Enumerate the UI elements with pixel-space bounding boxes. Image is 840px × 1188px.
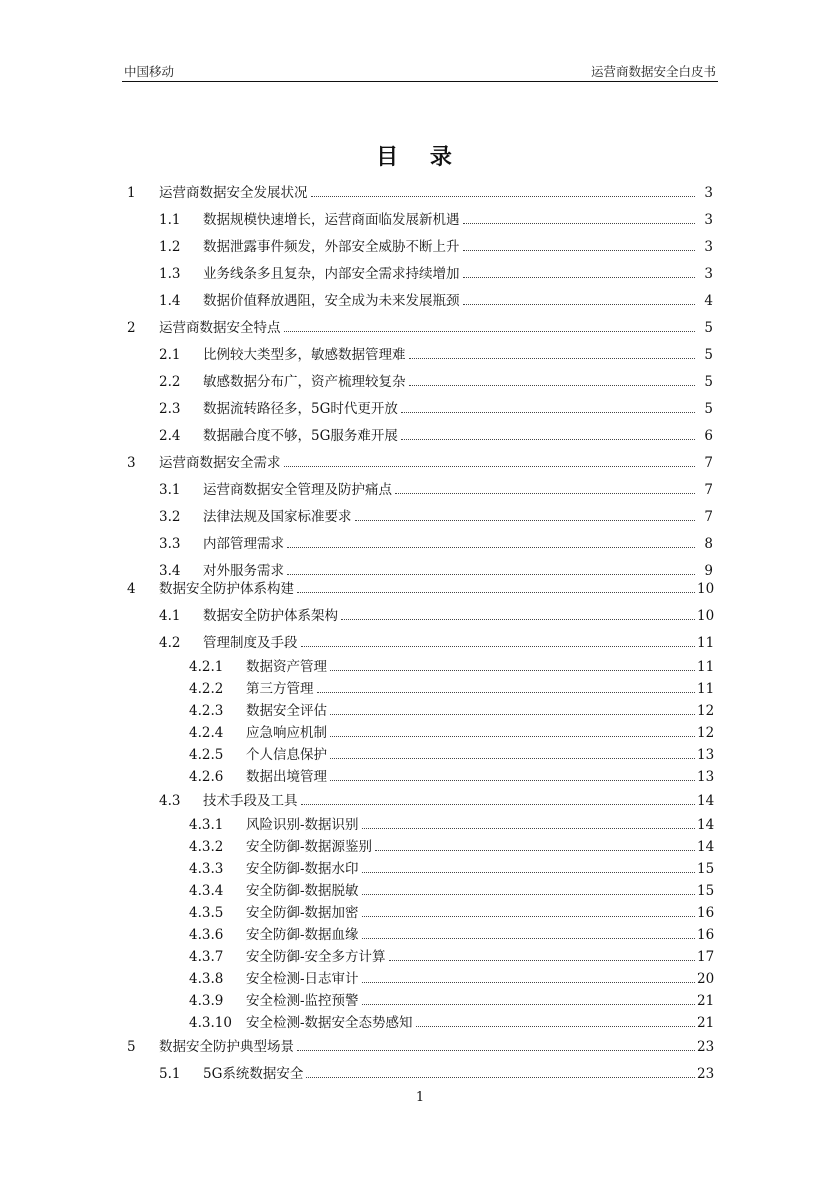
toc-entry-title: 应急响应机制 <box>246 725 327 741</box>
toc-dot-leader <box>301 646 696 647</box>
toc-dot-leader <box>317 692 696 693</box>
toc-entry[interactable] <box>0 836 840 858</box>
toc-entry-number: 4.3.4 <box>189 883 224 899</box>
toc-entry-page: 17 <box>697 949 715 965</box>
toc-entry[interactable] <box>0 744 840 766</box>
toc-entry[interactable] <box>0 398 840 420</box>
toc-entry-title: 数据泄露事件频发，外部安全威胁不断上升 <box>203 239 460 255</box>
toc-entry-page: 13 <box>697 769 715 785</box>
toc-dot-leader <box>395 493 695 494</box>
toc-dot-leader <box>375 850 695 851</box>
toc-entry-number: 1.3 <box>159 266 181 282</box>
toc-entry-title: 运营商数据安全需求 <box>159 455 281 471</box>
toc-dot-leader <box>297 592 695 593</box>
toc-entry-page: 9 <box>704 563 713 579</box>
toc-entry-number: 1.4 <box>159 293 181 309</box>
toc-dot-leader <box>362 894 695 895</box>
toc-dot-leader <box>362 872 695 873</box>
toc-entry[interactable] <box>0 858 840 880</box>
toc-dot-leader <box>463 304 696 305</box>
toc-dot-leader <box>287 547 695 548</box>
toc-entry-title: 比例较大类型多，敏感数据管理难 <box>203 347 406 363</box>
toc-entry-number: 3.3 <box>159 536 181 552</box>
toc-entry-number: 1.1 <box>159 212 181 228</box>
toc-entry[interactable] <box>0 924 840 946</box>
toc-entry-page: 4 <box>704 293 713 309</box>
page-number: 1 <box>415 1090 425 1105</box>
toc-dot-leader <box>330 670 695 671</box>
toc-entry[interactable] <box>0 236 840 258</box>
toc-entry[interactable] <box>0 656 840 678</box>
toc-entry-title: 安全防御-数据水印 <box>246 861 359 877</box>
toc-entry-title: 运营商数据安全发展状况 <box>159 185 308 201</box>
toc-entry-page: 5 <box>704 401 713 417</box>
toc-entry-page: 15 <box>697 883 715 899</box>
toc-entry-page: 7 <box>704 509 713 525</box>
toc-entry-number: 2.1 <box>159 347 181 363</box>
toc-entry-number: 4.2.4 <box>189 725 224 741</box>
toc-entry-page: 11 <box>697 659 715 675</box>
toc-entry-title: 运营商数据安全管理及防护痛点 <box>203 482 392 498</box>
toc-entry-number: 4.2.1 <box>189 659 224 675</box>
toc-dot-leader <box>284 331 696 332</box>
toc-entry-page: 16 <box>697 927 715 943</box>
toc-entry[interactable] <box>0 506 840 528</box>
toc-entry[interactable] <box>0 902 840 924</box>
toc-entry-number: 2.4 <box>159 428 181 444</box>
toc-entry-number: 4.3.6 <box>189 927 224 943</box>
toc-entry-number: 4.2.5 <box>189 747 224 763</box>
toc-entry-number: 4.1 <box>159 608 181 624</box>
toc-entry-page: 14 <box>697 839 715 855</box>
toc-dot-leader <box>306 1077 695 1078</box>
toc-dot-leader <box>463 277 696 278</box>
toc-entry-title: 安全检测-监控预警 <box>246 993 359 1009</box>
header-document-title: 运营商数据安全白皮书 <box>590 64 716 79</box>
toc-entry-number: 3.1 <box>159 482 181 498</box>
toc-entry-title: 业务线条多且复杂，内部安全需求持续增加 <box>203 266 460 282</box>
toc-entry-page: 3 <box>704 185 713 201</box>
toc-entry-number: 4.2 <box>159 635 181 651</box>
toc-dot-leader <box>409 385 696 386</box>
toc-entry-title: 敏感数据分布广，资产梳理较复杂 <box>203 374 406 390</box>
toc-entry-title: 数据规模快速增长，运营商面临发展新机遇 <box>203 212 460 228</box>
toc-entry-number: 4.3.3 <box>189 861 224 877</box>
toc-entry-page: 15 <box>697 861 715 877</box>
toc-entry-page: 20 <box>697 971 715 987</box>
toc-dot-leader <box>463 250 696 251</box>
toc-entry-title: 数据流转路径多，5G时代更开放 <box>203 401 398 417</box>
toc-entry[interactable] <box>0 766 840 788</box>
toc-entry-page: 12 <box>697 725 715 741</box>
toc-entry-title: 对外服务需求 <box>203 563 284 579</box>
toc-entry-page: 10 <box>697 581 715 597</box>
toc-entry-title: 数据资产管理 <box>246 659 327 675</box>
toc-entry-title: 安全检测-日志审计 <box>246 971 359 987</box>
toc-entry-number: 4.3.7 <box>189 949 224 965</box>
toc-entry[interactable] <box>0 578 840 600</box>
toc-entry-title: 运营商数据安全特点 <box>159 320 281 336</box>
toc-entry[interactable] <box>0 452 840 474</box>
toc-entry[interactable] <box>0 290 840 312</box>
toc-entry-title: 风险识别-数据识别 <box>246 817 359 833</box>
toc-entry-page: 8 <box>704 536 713 552</box>
toc-entry[interactable] <box>0 533 840 555</box>
toc-entry-title: 法律法规及国家标准要求 <box>203 509 352 525</box>
toc-entry-number: 5 <box>127 1039 136 1055</box>
toc-entry-title: 安全防御-数据脱敏 <box>246 883 359 899</box>
toc-entry[interactable] <box>0 1036 840 1058</box>
toc-dot-leader <box>330 758 695 759</box>
toc-entry-title: 数据安全防护典型场景 <box>159 1039 294 1055</box>
toc-dot-leader <box>362 1004 695 1005</box>
toc-entry-number: 1.2 <box>159 239 181 255</box>
toc-dot-leader <box>330 780 695 781</box>
toc-entry[interactable] <box>0 605 840 627</box>
toc-dot-leader <box>401 412 695 413</box>
toc-entry-page: 12 <box>697 703 715 719</box>
toc-dot-leader <box>311 196 696 197</box>
toc-entry[interactable] <box>0 209 840 231</box>
toc-title: 目 录 <box>376 145 464 170</box>
toc-entry[interactable] <box>0 722 840 744</box>
toc-entry-page: 3 <box>704 239 713 255</box>
toc-dot-leader <box>401 439 695 440</box>
toc-entry[interactable] <box>0 263 840 285</box>
toc-entry-page: 23 <box>697 1066 715 1082</box>
toc-entry-page: 7 <box>704 482 713 498</box>
toc-dot-leader <box>301 804 696 805</box>
toc-entry[interactable] <box>0 968 840 990</box>
toc-dot-leader <box>341 619 695 620</box>
toc-dot-leader <box>297 1050 695 1051</box>
toc-entry-title: 管理制度及手段 <box>203 635 298 651</box>
toc-dot-leader <box>389 960 695 961</box>
toc-entry-number: 4.3.5 <box>189 905 224 921</box>
toc-entry-title: 安全检测-数据安全态势感知 <box>246 1015 413 1031</box>
toc-entry-page: 21 <box>697 993 715 1009</box>
toc-entry[interactable] <box>0 1012 840 1034</box>
toc-entry[interactable] <box>0 790 840 812</box>
toc-entry[interactable] <box>0 678 840 700</box>
toc-dot-leader <box>362 938 695 939</box>
toc-entry-page: 5 <box>704 320 713 336</box>
toc-entry-page: 13 <box>697 747 715 763</box>
toc-entry-title: 安全防御-数据血缘 <box>246 927 359 943</box>
toc-entry-page: 23 <box>697 1039 715 1055</box>
toc-entry-page: 11 <box>697 681 715 697</box>
toc-dot-leader <box>355 520 696 521</box>
toc-entry-title: 个人信息保护 <box>246 747 327 763</box>
toc-dot-leader <box>362 982 695 983</box>
toc-entry[interactable] <box>0 317 840 339</box>
toc-entry-title: 5G系统数据安全 <box>203 1066 304 1082</box>
toc-entry-page: 21 <box>697 1015 715 1031</box>
toc-entry-page: 14 <box>697 817 715 833</box>
toc-entry-number: 3.2 <box>159 509 181 525</box>
toc-dot-leader <box>330 736 695 737</box>
toc-entry-number: 4.2.6 <box>189 769 224 785</box>
toc-entry-number: 1 <box>127 185 136 201</box>
toc-dot-leader <box>409 358 696 359</box>
toc-entry[interactable] <box>0 371 840 393</box>
toc-entry-page: 3 <box>704 212 713 228</box>
toc-entry-page: 6 <box>704 428 713 444</box>
toc-entry-page: 10 <box>697 608 715 624</box>
toc-dot-leader <box>362 828 695 829</box>
toc-dot-leader <box>463 223 696 224</box>
toc-entry-page: 3 <box>704 266 713 282</box>
toc-entry-title: 内部管理需求 <box>203 536 284 552</box>
toc-entry-title: 数据融合度不够，5G服务难开展 <box>203 428 398 444</box>
toc-entry-number: 4.3 <box>159 793 181 809</box>
toc-entry[interactable] <box>0 344 840 366</box>
toc-dot-leader <box>362 916 695 917</box>
toc-entry-title: 技术手段及工具 <box>203 793 298 809</box>
toc-entry-number: 4.3.8 <box>189 971 224 987</box>
header-company: 中国移动 <box>124 64 175 79</box>
toc-entry-number: 4.3.9 <box>189 993 224 1009</box>
toc-dot-leader <box>330 714 695 715</box>
toc-entry-title: 数据价值释放遇阻，安全成为未来发展瓶颈 <box>203 293 460 309</box>
toc-entry-page: 5 <box>704 374 713 390</box>
toc-entry[interactable] <box>0 425 840 447</box>
toc-entry-number: 4.3.10 <box>189 1015 232 1031</box>
toc-entry-number: 4.2.3 <box>189 703 224 719</box>
toc-entry-title: 安全防御-安全多方计算 <box>246 949 386 965</box>
toc-entry-page: 16 <box>697 905 715 921</box>
toc-entry-title: 数据安全防护体系架构 <box>203 608 338 624</box>
toc-entry-title: 数据出境管理 <box>246 769 327 785</box>
toc-entry-number: 4 <box>127 581 136 597</box>
toc-entry-page: 14 <box>697 793 715 809</box>
toc-entry[interactable] <box>0 1063 840 1085</box>
toc-entry-number: 3.4 <box>159 563 181 579</box>
toc-entry[interactable] <box>0 946 840 968</box>
toc-entry[interactable] <box>0 814 840 836</box>
toc-entry-number: 3 <box>127 455 136 471</box>
toc-entry[interactable] <box>0 632 840 654</box>
toc-entry-number: 4.2.2 <box>189 681 224 697</box>
toc-entry[interactable] <box>0 479 840 501</box>
toc-entry[interactable] <box>0 990 840 1012</box>
toc-entry-number: 2.3 <box>159 401 181 417</box>
toc-entry[interactable] <box>0 182 840 204</box>
toc-entry-title: 数据安全评估 <box>246 703 327 719</box>
toc-entry-title: 第三方管理 <box>246 681 314 697</box>
toc-entry-number: 2 <box>127 320 136 336</box>
toc-dot-leader <box>284 466 696 467</box>
toc-entry-number: 2.2 <box>159 374 181 390</box>
toc-entry-title: 数据安全防护体系构建 <box>159 581 294 597</box>
toc-entry-number: 4.3.1 <box>189 817 224 833</box>
toc-entry[interactable] <box>0 700 840 722</box>
toc-dot-leader <box>287 574 695 575</box>
toc-entry-page: 7 <box>704 455 713 471</box>
toc-entry-title: 安全防御-数据加密 <box>246 905 359 921</box>
toc-entry-page: 11 <box>697 635 715 651</box>
toc-entry-page: 5 <box>704 347 713 363</box>
toc-entry[interactable] <box>0 880 840 902</box>
toc-dot-leader <box>416 1026 695 1027</box>
toc-entry-number: 4.3.2 <box>189 839 224 855</box>
toc-entry-number: 5.1 <box>159 1066 181 1082</box>
toc-entry-title: 安全防御-数据源鉴别 <box>246 839 373 855</box>
